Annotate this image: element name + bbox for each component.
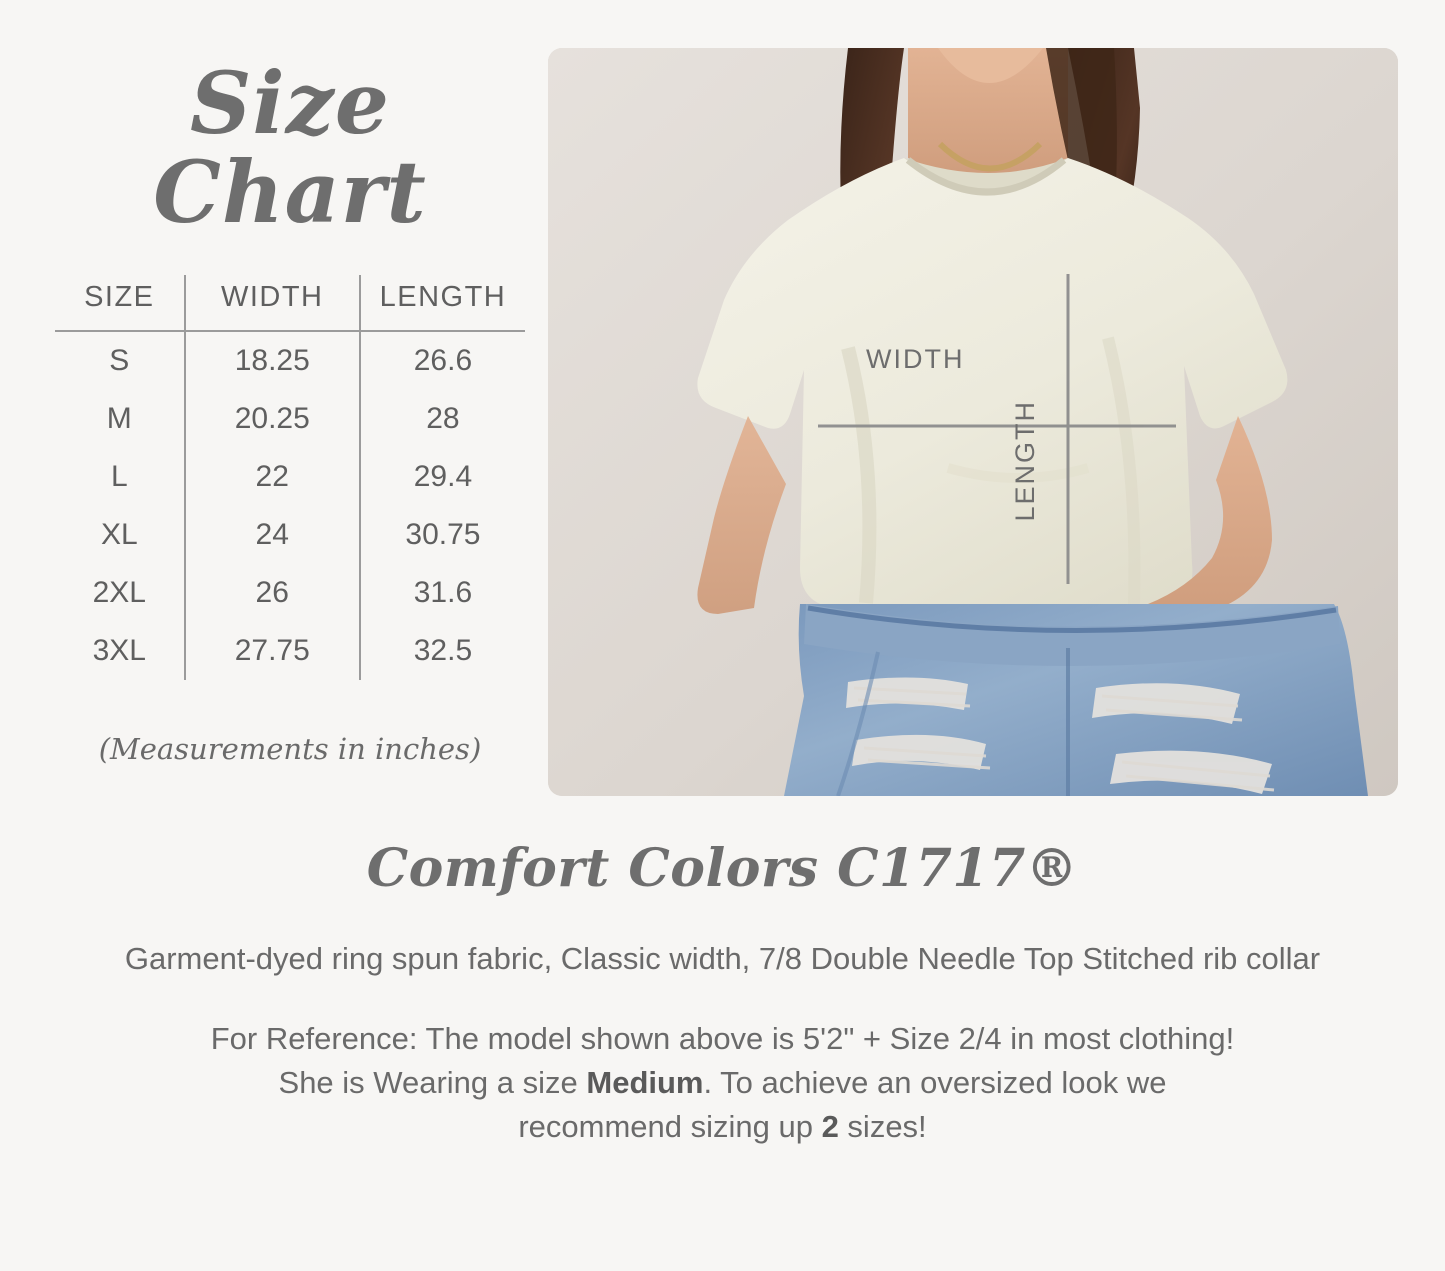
overlay-width-label: WIDTH bbox=[866, 344, 965, 374]
cell-width: 22 bbox=[185, 448, 360, 506]
model-photo bbox=[548, 48, 1398, 796]
cell-length: 32.5 bbox=[413, 633, 473, 667]
size-chart-panel bbox=[40, 54, 540, 766]
page-title: Size Chart bbox=[153, 54, 427, 244]
cell-size: M bbox=[106, 401, 132, 435]
column-header-length: LENGTH bbox=[379, 280, 507, 313]
cell-size: XL bbox=[100, 517, 138, 551]
table-row bbox=[55, 390, 525, 448]
overlay-length-label: LENGTH bbox=[1010, 400, 1040, 522]
reference-size-bold: Medium bbox=[586, 1065, 704, 1101]
cell-width: 27.75 bbox=[185, 622, 360, 680]
reference-line-3-pre: recommend sizing up bbox=[518, 1109, 822, 1145]
cell-width: 20.25 bbox=[185, 390, 360, 448]
cell-width: 26 bbox=[185, 564, 360, 622]
cell-length: 29.4 bbox=[413, 459, 473, 493]
footer-section bbox=[0, 820, 1445, 1271]
measurements-note: (Measurements in inches) bbox=[98, 731, 482, 766]
table-row bbox=[55, 564, 525, 622]
brand-title: Comfort Colors C1717® bbox=[366, 838, 1079, 899]
cell-length: 31.6 bbox=[413, 575, 473, 609]
cell-size: 2XL bbox=[92, 575, 146, 609]
cell-length: 28 bbox=[426, 401, 460, 435]
reference-line-1: For Reference: The model shown above is 5'2" + Size 2/4 in most clothing! bbox=[210, 1021, 1235, 1056]
size-chart-table bbox=[55, 275, 525, 680]
model-photo-illustration bbox=[548, 48, 1398, 796]
column-header-size: SIZE bbox=[84, 280, 155, 313]
table-header-row bbox=[55, 275, 525, 331]
cell-width: 24 bbox=[185, 506, 360, 564]
reference-line-2-pre: She is Wearing a size bbox=[278, 1065, 587, 1101]
table-row bbox=[55, 331, 525, 390]
cell-size: S bbox=[109, 343, 130, 377]
table-body bbox=[55, 331, 525, 680]
column-header-width: WIDTH bbox=[185, 275, 360, 331]
table-header bbox=[55, 275, 525, 331]
cell-length: 26.6 bbox=[413, 343, 473, 377]
cell-width: 18.25 bbox=[185, 331, 360, 390]
reference-line-2-post: . To achieve an oversized look we bbox=[703, 1065, 1167, 1101]
reference-line-3-post: sizes! bbox=[838, 1109, 927, 1145]
cell-length: 30.75 bbox=[405, 517, 481, 551]
table-row bbox=[55, 622, 525, 680]
fabric-description: Garment-dyed ring spun fabric, Classic width, 7/8 Double Needle Top Stitched rib collar bbox=[124, 941, 1321, 976]
reference-sizeup-bold: 2 bbox=[821, 1109, 839, 1145]
cell-size: L bbox=[110, 459, 128, 493]
table-row bbox=[55, 448, 525, 506]
model-reference-text bbox=[0, 1017, 1445, 1149]
cell-size: 3XL bbox=[92, 633, 146, 667]
table-row bbox=[55, 506, 525, 564]
